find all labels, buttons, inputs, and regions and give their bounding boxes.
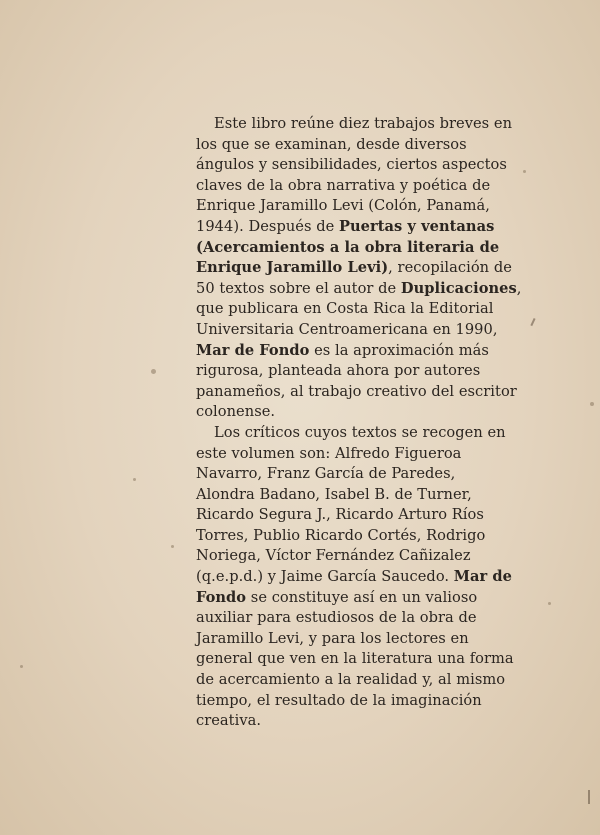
synopsis-text [196, 114, 536, 732]
text-line [196, 629, 536, 650]
text-line [196, 258, 536, 279]
paper-spot [133, 478, 136, 481]
text-line [196, 382, 536, 403]
text-line [196, 402, 536, 423]
body-text: colonense. [196, 403, 276, 421]
body-text: Noriega, Víctor Fernández Cañizalez [196, 547, 471, 565]
text-line [196, 361, 536, 382]
body-text: , [516, 279, 522, 297]
text-line [196, 320, 536, 341]
text-line [196, 299, 536, 320]
paper-spot [151, 369, 156, 374]
body-text: Los críticos cuyos textos se recogen en [214, 423, 506, 441]
body-text: claves de la obra narrativa y poética de [196, 176, 491, 194]
body-text: , recopilación de [388, 259, 512, 277]
text-line [196, 444, 536, 465]
paper-spot [20, 665, 23, 668]
body-text: Este libro reúne diez trabajos breves en [214, 115, 513, 132]
text-line [196, 608, 536, 629]
body-text: Alondra Badano, Isabel B. de Turner, [196, 485, 472, 503]
text-line [196, 649, 536, 670]
paper-spot [548, 602, 551, 605]
text-line [196, 196, 536, 217]
text-line [196, 505, 536, 526]
body-text: panameños, al trabajo creativo del escritor [196, 382, 517, 400]
body-text: de acercamiento a la realidad y, al mismo [196, 671, 506, 689]
paper-spot [171, 545, 174, 548]
bold-title-text: Fondo [196, 588, 247, 606]
body-text: rigurosa, planteada ahora por autores [196, 362, 481, 380]
text-line [196, 279, 536, 300]
bold-title-text: Puertas y ventanas [338, 217, 495, 235]
text-line [196, 423, 536, 444]
text-line [196, 217, 536, 238]
body-text: (q.e.p.d.) y Jaime García Saucedo. [196, 568, 454, 586]
body-text: que publicara en Costa Rica la Editorial [196, 300, 494, 318]
text-line [196, 238, 536, 259]
paragraph-2 [196, 423, 536, 732]
body-text: Jaramillo Levi, y para los lectores en [196, 629, 469, 647]
body-text: general que ven en la literatura una forma [196, 650, 514, 668]
text-line [196, 526, 536, 547]
body-text: 1944). Después de [196, 217, 339, 235]
text-line [196, 691, 536, 712]
bold-title-text: Enrique Jaramillo Levi) [196, 259, 389, 277]
bold-title-text: (Acercamientos a la obra literaria de [196, 238, 500, 256]
text-line [196, 176, 536, 197]
bold-title-text: Mar de Fondo [196, 341, 310, 359]
body-text: se constituye así en un valioso [246, 588, 478, 606]
text-line [196, 546, 536, 567]
text-line [196, 464, 536, 485]
body-text: Enrique Jaramillo Levi (Colón, Panamá, [196, 197, 490, 215]
body-text: ángulos y sensibilidades, ciertos aspectos [196, 156, 507, 174]
text-line [196, 135, 536, 156]
body-text: los que se examinan, desde diversos [196, 135, 467, 153]
body-text: auxiliar para estudiosos de la obra de [196, 609, 477, 627]
text-line [196, 670, 536, 691]
text-line [196, 155, 536, 176]
body-text: este volumen son: Alfredo Figueroa [196, 444, 462, 462]
text-line [196, 567, 536, 588]
text-line [196, 485, 536, 506]
text-line [196, 588, 536, 609]
body-text: Torres, Publio Ricardo Cortés, Rodrigo [196, 526, 486, 544]
body-text: tiempo, el resultado de la imaginación [196, 691, 482, 709]
body-text: Ricardo Segura J., Ricardo Arturo Ríos [196, 506, 484, 524]
text-line [196, 341, 536, 362]
paper-scratch [588, 790, 590, 804]
body-text: es la aproximación más [309, 341, 489, 359]
body-text: 50 textos sobre el autor de [196, 279, 401, 297]
body-text: Navarro, Franz García de Paredes, [196, 465, 456, 483]
text-line [196, 711, 536, 732]
body-text: creativa. [196, 712, 262, 730]
body-text: Universitaria Centroamericana en 1990, [196, 320, 498, 338]
text-line [196, 114, 536, 135]
bold-title-text: Mar de [453, 568, 512, 586]
paper-spot [590, 402, 594, 406]
paragraph-1 [196, 114, 536, 423]
bold-title-text: Duplicaciones [400, 279, 517, 297]
